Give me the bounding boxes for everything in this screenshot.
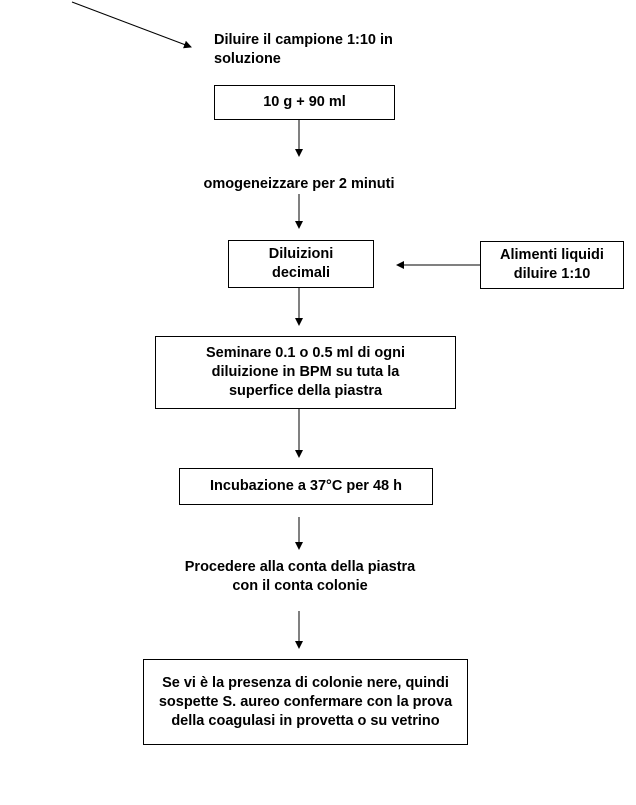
step-dilute-title: Diluire il campione 1:10 in soluzione: [214, 32, 393, 67]
step-liquid-foods-box: [480, 241, 624, 289]
step-homogenize: omogeneizzare per 2 minuti: [203, 176, 395, 192]
step-confirm-label: Se vi è la presenza di colonie nere, quindi sospette S. aureo confermare con la prova della coagulasi in provetta o su vetrino: [158, 674, 453, 729]
step-confirm-box: [143, 659, 468, 745]
step-seed-box: [155, 336, 456, 409]
step-liquid-foods-label: Alimenti liquidi diluire 1:10: [500, 247, 604, 282]
entry-arrow: [72, 2, 191, 47]
step-count: Procedere alla conta della piastra con il conta colonie: [184, 559, 416, 594]
step-ratio-label: 10 g + 90 ml: [263, 94, 346, 110]
step-seed-label: Seminare 0.1 o 0.5 ml di ogni diluizione in BPM su tuta la superfice della piastra: [205, 345, 406, 399]
step-incubation-box: [179, 468, 433, 505]
step-decimal-dilutions-label: Diluizioni decimali: [268, 246, 334, 281]
step-decimal-dilutions-box: [228, 240, 374, 288]
step-incubation-label: Incubazione a 37°C per 48 h: [210, 478, 402, 494]
step-ratio-box: [214, 85, 395, 120]
